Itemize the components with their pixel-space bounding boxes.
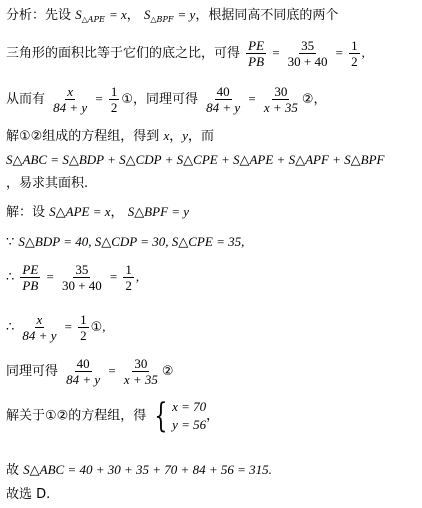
analysis-line-1: 分析：先设 $S_{\triangle APE} = x$， $S_{\triangle BPF} = y$，根据同高不同底的两个 [6, 7, 339, 24]
fraction-half-2: $\frac{1}{2}$ [110, 84, 118, 115]
fraction-pe-pb: $\frac{PE}{PB}$ [248, 38, 265, 69]
solution-ratio: ∴ $\frac{PE}{PB}$ = $\frac{35}{30 + 40}$ = $\frac{1}{2}$ , [6, 262, 140, 293]
analysis-area-sum: S△ABC = S△BDP + S△CDP + S△CPE + S△APE + S△APF + S△BPF [6, 152, 385, 167]
fraction-40-84y: $\frac{40}{84 + y}$ [206, 84, 241, 115]
solution-eq2: 同理可得 $\frac{40}{84 + y}$ = $\frac{30}{x + 35}$ ② [6, 356, 174, 387]
analysis-line-2: 三角形的面积比等于它们的底之比，可得 $\frac{PE}{PB}$ = $\frac{35}{30 + 40}$ = $\frac{1}{2}$ , [6, 38, 365, 69]
fraction-x-84y: $\frac{x}{84 + y}$ [53, 84, 88, 115]
solution-area: 故 S△ABC = 40 + 30 + 35 + 70 + 84 + 56 = 315. [6, 462, 272, 478]
equation-system: x = 70 y = 56 [172, 399, 207, 432]
solution-system: 解关于①②的方程组，得 { x = 70 y = 56 ， [6, 396, 220, 436]
left-brace: { [154, 396, 168, 436]
solution-given: ∵ S△BDP = 40, S△CDP = 30, S△CPE = 35, [6, 234, 245, 249]
analysis-line-4: 解①②组成的方程组，得到 x，y，而 [6, 128, 215, 144]
solution-answer: 故选 D. [6, 487, 51, 502]
fraction-half: $\frac{1}{2}$ [351, 38, 358, 69]
solution-line-1: 解：设 S△APE = x， S△BPF = y [6, 204, 190, 220]
fraction-35-70: $\frac{35}{30 + 40}$ [287, 38, 328, 69]
solution-eq1: ∴ $\frac{x}{84 + y}$ = $\frac{1}{2}$ ①, [6, 312, 106, 343]
analysis-line-3: 从而有 $\frac{x}{84 + y}$ = $\frac{1}{2}$ ①，同理可得 $\frac{40}{84 + y}$ = $\frac{30}{x + 35}$ ②， [6, 84, 327, 115]
analysis-line-6: ，易求其面积. [6, 176, 89, 191]
analysis-intro: 分析：先设 [6, 8, 72, 23]
fraction-30-x35: $\frac{30}{x + 35}$ [263, 84, 298, 115]
